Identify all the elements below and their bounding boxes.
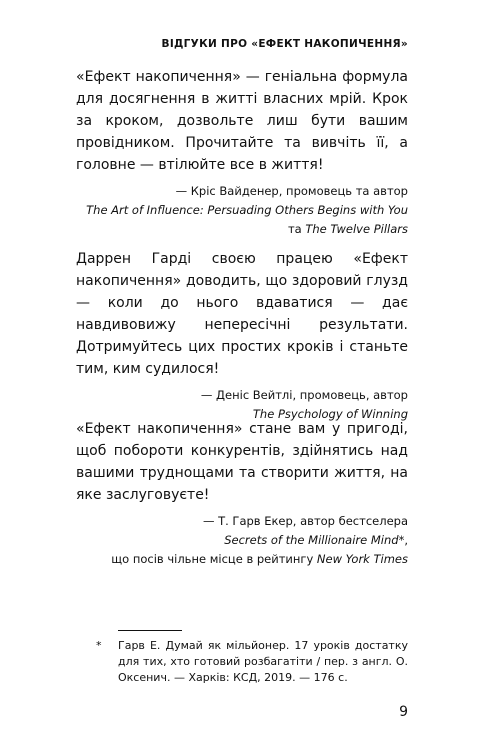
attribution-author: — Деніс Вейтлі, промовець, автор (200, 388, 408, 402)
attribution-book-title: The Psychology of Winning (252, 407, 408, 421)
running-head: ВІДГУКИ ПРО «ЕФЕКТ НАКОПИЧЕННЯ» (161, 38, 408, 50)
footnote (96, 638, 408, 686)
attribution-publication: New York Times (316, 552, 408, 566)
attribution-author: — Т. Гарв Екер, автор бестселера (202, 514, 408, 528)
testimonial-text: «Ефект накопичення» стане вам у пригоді, щоб побороти конкурентів, здійнятись над вашими труднощами та створити життя, на яке заслуговуєте! (76, 421, 408, 503)
testimonial-2 (76, 248, 408, 424)
attribution-rank-text: що посів чільне місце в рейтингу (111, 552, 317, 566)
attribution-book-title: The Twelve Pillars (305, 222, 408, 236)
footnote-reference: *, (398, 533, 408, 547)
attribution-author: — Кріс Вайденер, промовець та автор (175, 184, 408, 198)
testimonial-text: «Ефект накопичення» — геніальна формула для досягнення в житті власних мрій. Крок за кроком, дозвольте лиш бути вашим провідником. Прочитайте та вивчіть її, а головне — втілюйте все в життя! (76, 69, 408, 173)
testimonial-attribution (76, 512, 408, 569)
testimonial-3 (76, 418, 408, 569)
page-number: 9 (399, 704, 408, 720)
attribution-joiner: та (287, 222, 306, 236)
testimonial-text: Даррен Гарді своєю працею «Ефект накопичення» доводить, що здоровий глузд — коли до нього вдаватися — дає навдивовижу непересічні результати. Дотримуйтесь цих простих кроків і станьте тим, ким судилося! (76, 251, 408, 377)
testimonial-attribution (76, 182, 408, 239)
attribution-book-title: Secrets of the Millionaire Mind (224, 533, 399, 547)
footnote-mark: * (96, 639, 102, 652)
attribution-book-title: The Art of Influence: Persuading Others Begins with You (86, 203, 408, 217)
footnote-text: Гарв Е. Думай як мільйонер. 17 уроків достатку для тих, хто готовий розбагатіти / пер. з англ. О. Оксенич. — Харків: КСД, 2019. — 176 с. (118, 639, 408, 684)
testimonial-1 (76, 66, 408, 239)
footnote-divider (118, 630, 182, 631)
